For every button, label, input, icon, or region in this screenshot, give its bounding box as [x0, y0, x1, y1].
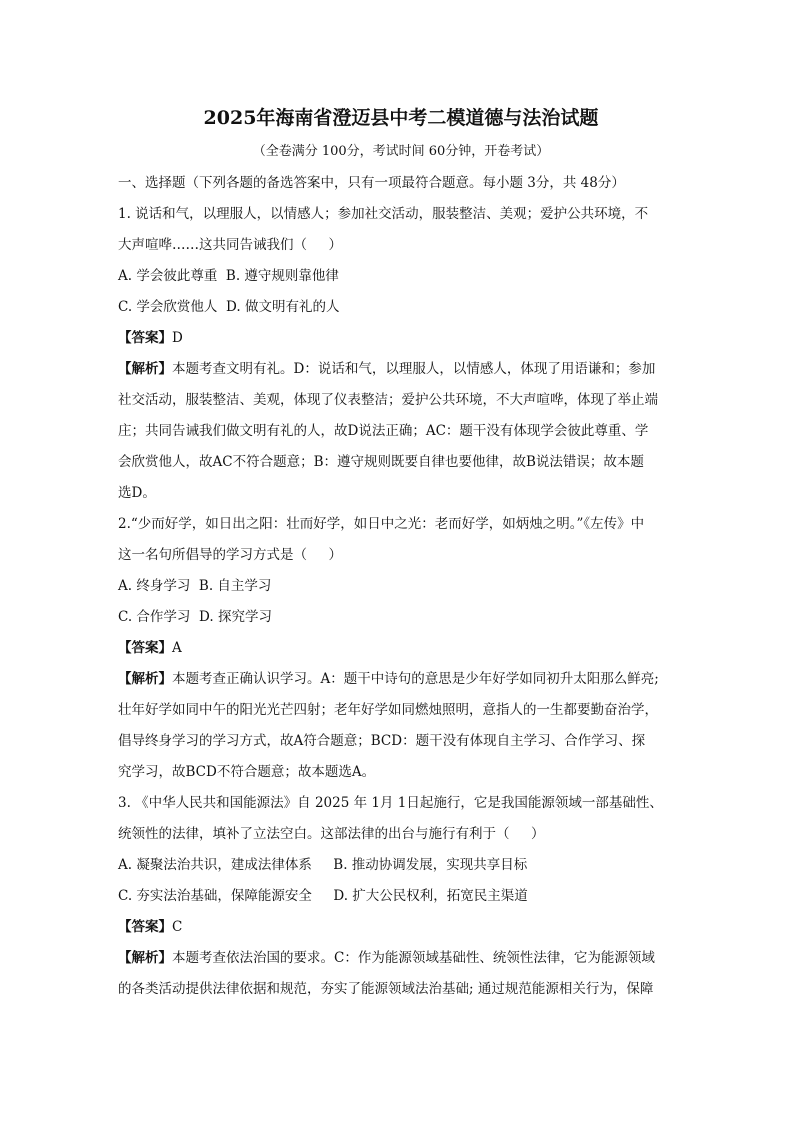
question-stem-line: 大声喧哗……这共同告诫我们（ ）: [118, 237, 342, 253]
option-line: C. 学会欣赏他人 D. 做文明有礼的人: [118, 299, 340, 315]
analysis-text: 本题考查正确认识学习。A：题干中诗句的意思是少年好学如同初升太阳那么鲜亮;: [172, 671, 659, 687]
answer-value: D: [172, 330, 183, 346]
question-stem-line: 1. 说话和气，以理服人，以情感人；参加社交活动，服装整洁、美观；爱护公共环境，不: [118, 206, 649, 222]
answer-value: A: [172, 640, 182, 656]
analysis-line: 会欣赏他人，故AC不符合题意；B：遵守规则既要自律也要他律，故B说法错误；故本题: [118, 454, 644, 470]
exam-info: （全卷满分 100分，考试时间 60分钟，开卷考试）: [252, 144, 550, 159]
analysis-line: 庄；共同告诫我们做文明有礼的人，故D说法正确；AC：题干没有体现学会彼此尊重、学: [118, 423, 649, 439]
section-heading: 一、选择题（下列各题的备选答案中，只有一项最符合题意。每小题 3分，共 48分）: [118, 175, 625, 191]
analysis-text: 本题考查依法治国的要求。C：作为能源领域基础性、统领性法律，它为能源领域: [172, 950, 655, 966]
option-line: A. 终身学习 B. 自主学习: [118, 578, 272, 594]
option-line: A. 凝聚法治共识，建成法律体系 B. 推动协调发展，实现共享目标: [118, 857, 528, 873]
answer-value: C: [172, 919, 183, 935]
question-1: [118, 199, 684, 509]
answer-line: [118, 912, 684, 943]
question-stem-line: 统领性的法律，填补了立法空白。这部法律的出台与施行有利于（ ）: [118, 826, 545, 842]
question-stem-line: 2.“少而好学，如日出之阳：壮而好学，如日中之光：老而好学，如炳烛之明。”《左传》中: [118, 516, 645, 532]
analysis-line: 社交活动，服装整洁、美观，体现了仪表整洁；爱护公共环境，不大声喧哗，体现了举止端: [118, 392, 658, 408]
answer-line: [118, 633, 684, 664]
answer-tag: 【答案】: [118, 640, 172, 656]
analysis-tag: 【解析】: [118, 671, 172, 687]
question-3: [118, 788, 684, 1005]
option-line: C. 合作学习 D. 探究学习: [118, 609, 272, 625]
answer-line: [118, 323, 684, 354]
question-2: [118, 509, 684, 788]
analysis-line: 壮年好学如同中午的阳光光芒四射；老年好学如同燃烛照明，意指人的一生都要勤奋治学，: [118, 702, 658, 718]
page-title: 2025年海南省澄迈县中考二模道德与法治试题: [203, 107, 599, 129]
answer-tag: 【答案】: [118, 330, 172, 346]
analysis-line: 选D。: [118, 485, 156, 501]
analysis-text: 本题考查文明有礼。D：说话和气，以理服人，以情感人，体现了用语谦和；参加: [172, 361, 656, 377]
analysis-line: 的各类活动提供法律依据和规范，夯实了能源领域法治基础; 通过规范能源相关行为，保障: [118, 981, 654, 997]
analysis-tag: 【解析】: [118, 361, 172, 377]
analysis-tag: 【解析】: [118, 950, 172, 966]
analysis-line: [118, 943, 684, 974]
option-line: A. 学会彼此尊重 B. 遵守规则靠他律: [118, 268, 339, 284]
analysis-line: [118, 664, 684, 695]
analysis-line: [118, 354, 684, 385]
analysis-line: 倡导终身学习的学习方式，故A符合题意；BCD：题干没有体现自主学习、合作学习、探: [118, 733, 646, 749]
analysis-line: 究学习，故BCD不符合题意；故本题选A。: [118, 764, 376, 780]
question-stem-line: 这一名句所倡导的学习方式是（ ）: [118, 547, 342, 563]
option-line: C. 夯实法治基础，保障能源安全 D. 扩大公民权利，拓宽民主渠道: [118, 888, 528, 904]
question-stem-line: 3. 《中华人民共和国能源法》自 2025 年 1月 1日起施行，它是我国能源领域一部基础性、: [118, 795, 663, 811]
answer-tag: 【答案】: [118, 919, 172, 935]
